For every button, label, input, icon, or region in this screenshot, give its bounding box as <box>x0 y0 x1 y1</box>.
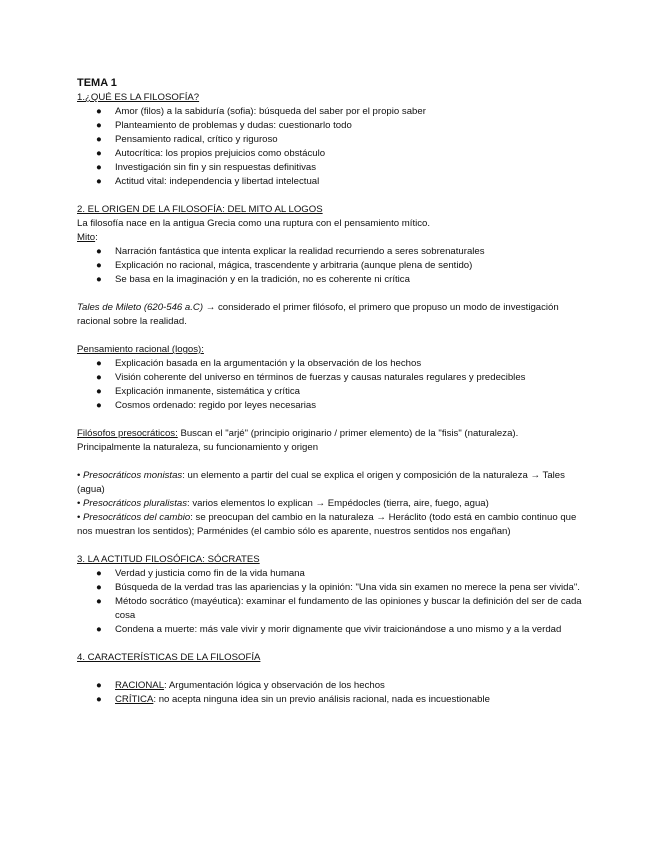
bullet-icon: ● <box>96 386 102 397</box>
list-item: ● Explicación basada en la argumentación y la observación de los hechos <box>96 358 422 369</box>
list-item: ● Búsqueda de la verdad tras las apariencias y la opinión: "Una vida sin examen no merece la pena ser vivida". <box>96 582 580 593</box>
cambio-label: Presocráticos del cambio <box>83 512 191 523</box>
bullet-icon: ● <box>96 680 102 691</box>
list-item: ● Autocrítica: los propios prejuicios como obstáculo <box>96 148 326 159</box>
mito-label-line: Mito: <box>77 232 98 243</box>
section-2-intro: La filosofía nace en la antigua Grecia como una ruptura con el pensamiento mítico. <box>77 218 431 229</box>
bullet-icon: ● <box>96 568 102 579</box>
bullet-icon: ● <box>96 162 102 173</box>
bullet-icon: ● <box>96 106 102 117</box>
page-title: TEMA 1 <box>77 77 117 89</box>
bullet-icon: ● <box>96 120 102 131</box>
tales-name: Tales de Mileto (620-546 a.C) <box>77 302 204 313</box>
presocraticos-label: Filósofos presocráticos: <box>77 428 178 439</box>
bullet-icon: ● <box>96 260 102 271</box>
list-item: ● RACIONAL: Argumentación lógica y observación de los hechos <box>96 680 385 691</box>
list-item: ● Actitud vital: independencia y libertad intelectual <box>96 176 320 187</box>
pluralistas-label: Presocráticos pluralistas <box>83 498 188 509</box>
document-page <box>77 76 582 707</box>
bullet-icon: ● <box>96 148 102 159</box>
tales-paragraph: Tales de Mileto (620-546 a.C) → considerado el primer filósofo, el primero que propuso un modo de investigación racional sobre la realidad. <box>77 302 559 327</box>
list-item: ● Verdad y justicia como fin de la vida humana <box>96 568 305 579</box>
list-item: ● Explicación no racional, mágica, trascendente y arbitraria (aunque plena de sentido) <box>96 260 473 271</box>
bullet-icon: ● <box>96 358 102 369</box>
list-item: ● CRÍTICA: no acepta ninguna idea sin un previo análisis racional, nada es incuestionable <box>96 694 490 705</box>
bullet-icon: ● <box>96 582 102 593</box>
list-item: ● Planteamiento de problemas y dudas: cuestionarlo todo <box>96 120 352 131</box>
bullet-icon: ● <box>96 246 102 257</box>
section-1-list <box>77 105 582 189</box>
monistas-label: Presocráticos monistas <box>83 470 183 481</box>
bullet-icon: ● <box>96 372 102 383</box>
list-item: ● Se basa en la imaginación y en la tradición, no es coherente ni crítica <box>96 274 410 285</box>
list-item: ● Condena a muerte: más vale vivir y morir dignamente que vivir traicionándose a uno mismo y a la verdad <box>96 624 562 635</box>
section-3-list <box>77 567 582 637</box>
mito-list <box>77 245 582 287</box>
list-item: ● Investigación sin fin y sin respuestas definitivas <box>96 162 317 173</box>
bullet-icon: ● <box>96 596 102 607</box>
bullet-icon: ● <box>96 624 102 635</box>
cambio-line: • Presocráticos del cambio: se preocupan del cambio en la naturaleza → Heráclito (todo está en cambio continuo que nos muestran los sentidos); Parménides (el cambio sólo es aparente, nuestros sentidos nos engañan) <box>77 512 577 537</box>
list-item: ● Narración fantástica que intenta explicar la realidad recurriendo a seres sobrenaturales <box>96 246 485 257</box>
list-item: ● Cosmos ordenado: regido por leyes necesarias <box>96 400 317 411</box>
bullet-icon: ● <box>96 134 102 145</box>
bullet-icon: ● <box>96 400 102 411</box>
bullet-icon: ● <box>96 176 102 187</box>
list-item: ● Método socrático (mayéutica): examinar el fundamento de las opiniones y buscar la definición del ser de cada cosa <box>96 596 582 621</box>
bullet-icon: ● <box>96 274 102 285</box>
bullet-icon: ● <box>96 694 102 705</box>
list-item: ● Pensamiento radical, crítico y riguroso <box>96 134 278 145</box>
list-item: ● Amor (filos) a la sabiduría (sofia): búsqueda del saber por el propio saber <box>96 106 426 117</box>
section-2-heading: 2. EL ORIGEN DE LA FILOSOFÍA: DEL MITO AL LOGOS <box>77 204 323 215</box>
critica-label: CRÍTICA <box>115 694 154 705</box>
logos-list <box>77 357 582 413</box>
presocraticos-paragraph: Filósofos presocráticos: Buscan el "arjé" (principio originario / primer elemento) de la "fisis" (naturaleza). Principalmente la naturaleza, su funcionamiento y origen <box>77 428 519 453</box>
pluralistas-line: • Presocráticos pluralistas: varios elementos lo explican → Empédocles (tierra, aire, fuego, agua) <box>77 498 489 509</box>
logos-label: Pensamiento racional (logos): <box>77 344 204 355</box>
section-4-list <box>77 679 582 707</box>
monistas-line: • Presocráticos monistas: un elemento a partir del cual se explica el origen y composición de la naturaleza → Tales (agua) <box>77 470 565 495</box>
section-3-heading: 3. LA ACTITUD FILOSÓFICA: SÓCRATES <box>77 554 260 565</box>
list-item: ● Visión coherente del universo en términos de fuerzas y causas naturales regulares y predecibles <box>96 372 526 383</box>
section-1-heading: 1.¿QUÉ ES LA FILOSOFÍA? <box>77 92 200 103</box>
mito-label: Mito <box>77 232 96 243</box>
section-4-heading: 4. CARACTERÍSTICAS DE LA FILOSOFÍA <box>77 652 261 663</box>
list-item: ● Explicación inmanente, sistemática y crítica <box>96 386 301 397</box>
racional-label: RACIONAL <box>115 680 165 691</box>
